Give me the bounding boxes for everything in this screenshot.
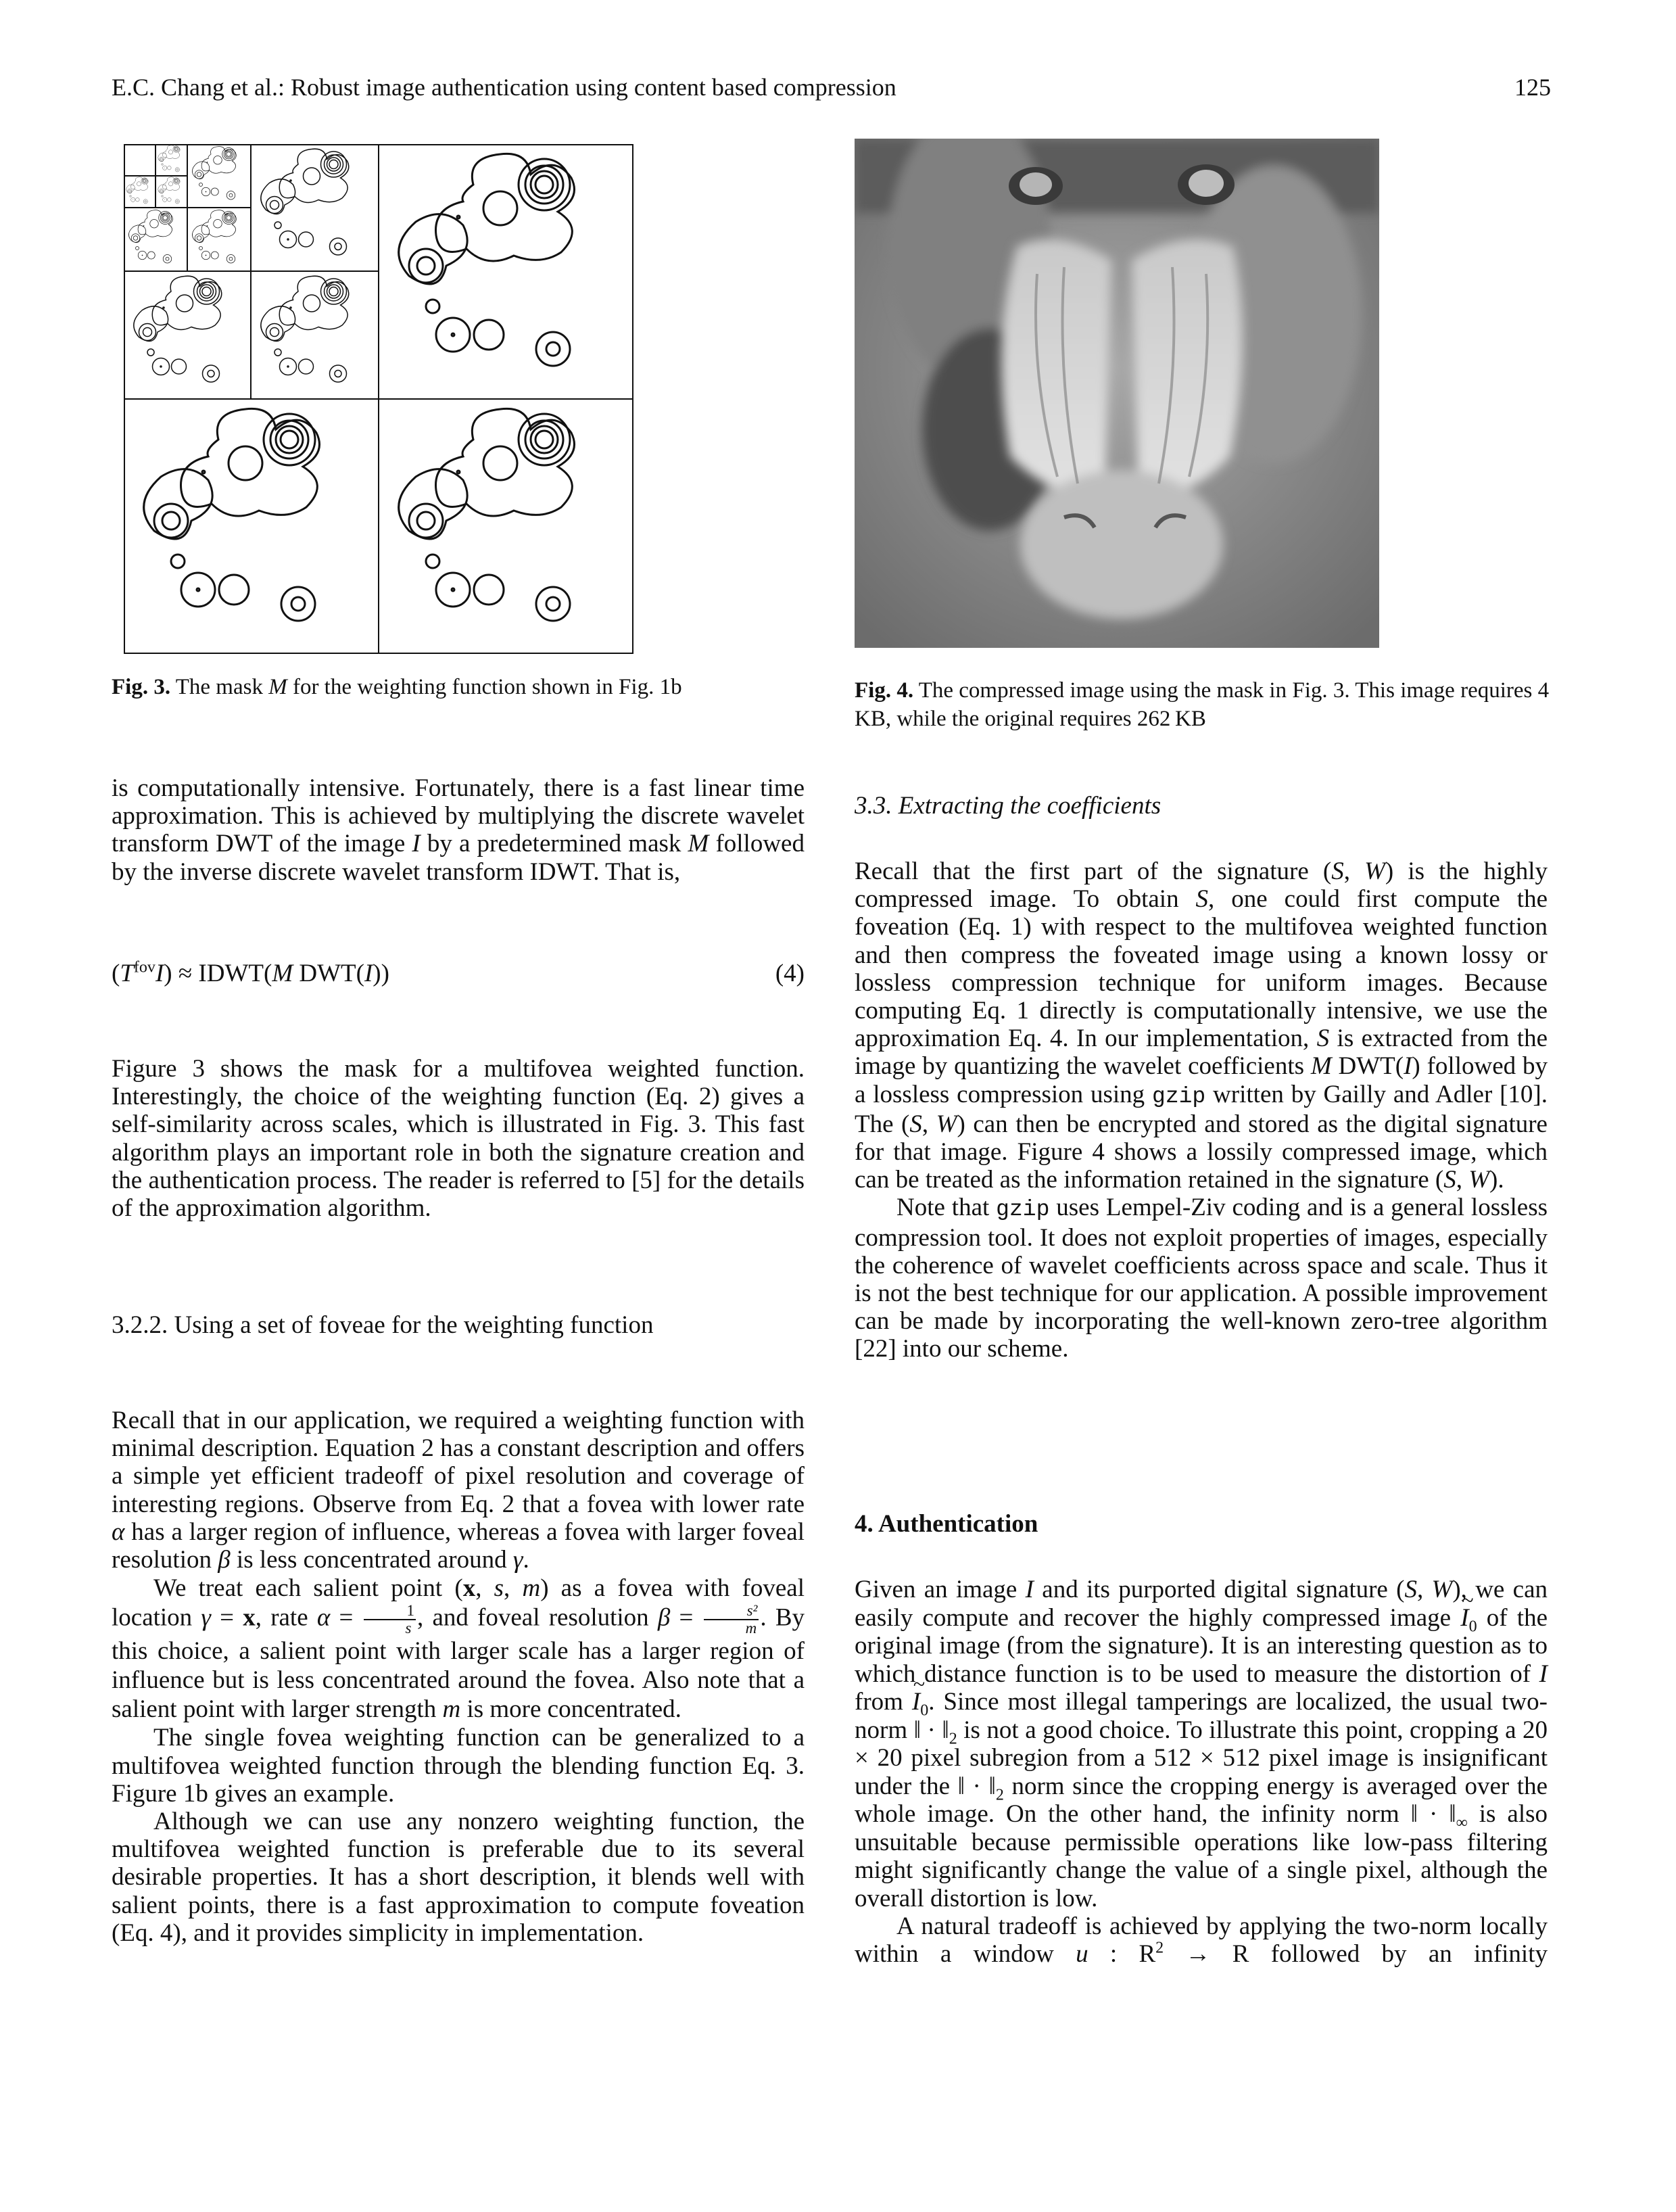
text: , [504,1574,523,1603]
fraction-s2-over-m [704,1603,759,1637]
text: is also unsuitable because permissible operations like low-pass filtering might significantly change the value of a single pixel, although the overall distortion is low. [855,1800,1548,1912]
var-I: I [412,830,421,858]
text: is extracted from the image by quantizing the wavelet coefficients [855,1025,1548,1081]
var-s: s [494,1574,504,1603]
text: norm since the cropping energy is averaged over the whole image. On the other hand, the infinity norm ‖ · ‖ [855,1772,1548,1828]
numerator: 1 [364,1603,416,1620]
subscript: 0 [1468,1617,1477,1635]
text: from [855,1688,912,1716]
var-W: W [1431,1576,1453,1603]
figure-4-compressed-image [855,139,1379,648]
left-column-body [112,1407,805,1947]
var-gamma: γ [201,1603,211,1632]
caption-text: The compressed image using the mask in Fig. 3. This image requires 4 KB, while the original requires 262 KB [855,678,1554,731]
equation-number: (4) [775,960,805,987]
var-I-tilde: ~ I [912,1688,920,1716]
subscript: 2 [995,1785,1004,1804]
text: ) ≈ IDWT( [164,960,272,987]
var-M: M [272,960,293,987]
subscript: 2 [949,1729,957,1747]
var-I: I [1404,1052,1412,1081]
var-m: m [442,1695,461,1724]
var-M: M [688,830,709,858]
fraction-1-over-s [364,1603,416,1637]
var-S: S [909,1110,922,1138]
paragraph: Although we can use any nonzero weighting function, the multifovea weighted function is preferable due to its several desirable properties. It has a short description, it blends well with salient points, there is a fast approximation to compute foveation (Eq. 4), and it provides simplicity in implementation. [112,1807,805,1947]
text: ) can then be encrypted and stored as the digital signature for that image. Figure 4 shows a lossily compressed image, which can be treated as the information retained in the signature ( [855,1110,1548,1194]
paragraph [855,1576,1548,1912]
text: ) as a fovea with foveal location [112,1574,805,1632]
var-W: W [1468,1166,1490,1194]
figure-3-caption [112,673,788,701]
var-beta: β [218,1546,231,1574]
subscript: 0 [920,1701,929,1720]
text: . By this choice, a salient point with larger scale has a larger region of influence but is less concentrated around the fovea. Also note that a salient point with larger strength [112,1603,805,1724]
text: , [1343,857,1365,885]
text: uses Lempel-Ziv coding and is a general lossless compression tool. It does not exploit properties of images, especially the coherence of wavelet coefficients across space and scale. Thus it is not the best technique for our application. A possible improvement can be made by incorporating the well-known zero-tree algorithm [22] into our scheme. [855,1194,1548,1363]
text: is computationally intensive. Fortunately, there is a fast linear time approximation. This is achieved by multiplying the discrete wavelet transform DWT of the image [112,774,805,858]
left-column-para2 [112,1055,805,1222]
var-I: I [1025,1576,1034,1603]
text: , [921,1110,936,1138]
text: by a predetermined mask [420,830,688,858]
text: Recall that the first part of the signature ( [855,857,1332,885]
right-column-authentication [855,1576,1548,1968]
text: A natural tradeoff is achieved by applying the two-norm locally within a window [855,1912,1548,1969]
text: DWT( [293,960,364,987]
text: of the original image (from the signature). It is an interesting question as to which distance function is to be used to measure the distortion of [855,1603,1548,1688]
left-column [112,774,805,886]
equation-4 [112,959,805,988]
figure-4-label: Fig. 4. [855,678,914,703]
figure-3-mask-image [124,144,633,654]
text: = [210,1603,243,1632]
text: : R [1088,1940,1156,1969]
text: DWT( [1331,1052,1404,1081]
text: has a larger region of influence, whereas a fovea with larger foveal resolution [112,1517,805,1574]
var-W: W [1364,857,1385,885]
text: ) is the highly compressed image. To obtain [855,857,1548,914]
text: is more concentrated. [460,1695,681,1724]
var-gamma: γ [512,1546,523,1574]
text: , and foveal resolution [417,1603,658,1632]
text: . Since most illegal tamperings are localized, the usual two-norm ‖ · ‖ [855,1688,1548,1744]
var-S: S [1331,857,1344,885]
text: ( [112,960,120,987]
subsection-heading-3-2-2: 3.2.2. Using a set of foveae for the weighting function [112,1311,654,1339]
var-W: W [936,1110,957,1138]
text: Recall that in our application, we required a weighting function with minimal description. Equation 2 has a constant description and offers a simple yet efficient tradeoff of pixel resolution and coverage of interesting regions. Observe from Eq. 2 that a fovea with lower rate [112,1407,805,1518]
text: , one could first compute the foveation (Eq. 1) with respect to the multifovea weighted function and then compress the foveated image using a known lossy or lossless compression technique for uniform images. Because computing Eq. 1 directly is computationally intensive, we use the approximation Eq. 4. In our implementation, [855,885,1548,1053]
text: and its purported digital signature ( [1033,1576,1405,1603]
section-heading-4: 4. Authentication [855,1510,1038,1538]
code-gzip: gzip [996,1197,1050,1223]
text: . [523,1546,529,1574]
var-S: S [1443,1166,1456,1194]
text: )) [373,960,389,987]
var-T: T [120,960,134,987]
var-u: u [1076,1940,1088,1969]
var-I: I [1539,1660,1548,1688]
text: written by Gailly and Adler [10]. The ( [855,1080,1548,1138]
text: , [475,1574,494,1603]
paragraph [855,857,1548,1194]
text: ) followed by a lossless compression using [855,1052,1548,1108]
page-number: 125 [1514,74,1551,101]
text: , rate [255,1603,317,1632]
caption-text: The mask [170,675,269,699]
var-beta: β [657,1603,671,1632]
subscript: ∞ [1456,1814,1468,1832]
text: = [330,1603,362,1632]
var-S: S [1195,885,1209,914]
var-I: I [364,960,373,987]
paragraph [112,1574,805,1724]
var-alpha: α [112,1517,125,1546]
text: , [1416,1576,1432,1603]
paragraph [112,1407,805,1574]
var-I: I [155,960,164,987]
caption-var-M: M [268,675,287,699]
running-header: E.C. Chang et al.: Robust image authentication using content based compression [112,74,896,101]
denominator: s [405,1620,412,1637]
text: Note that [896,1194,997,1222]
right-column-body [855,857,1548,1363]
paragraph [112,774,805,886]
text: is less concentrated around [230,1546,513,1574]
text: , [1456,1166,1469,1194]
text: is not a good choice. To illustrate this point, cropping a 20 × 20 pixel subregion from a 512 × 512 pixel image is insignificant under the ‖ · ‖ [855,1716,1548,1800]
var-I-tilde: ~ I [1460,1604,1468,1632]
text: ), we can easily compute and recover the highly compressed image [855,1576,1548,1632]
var-S: S [1404,1576,1417,1603]
paragraph: The single fovea weighting function can be generalized to a multifovea weighted function through the blending function Eq. 3. Figure 1b gives an example. [112,1724,805,1808]
var-alpha: α [316,1603,331,1632]
text: = [670,1603,702,1632]
var-S: S [1316,1025,1330,1053]
var-x: x [243,1603,256,1632]
text: followed by the inverse discrete wavelet transform IDWT. That is, [112,830,805,886]
text: We treat each salient point ( [153,1574,463,1603]
denominator: m [745,1620,757,1637]
text: → R followed by an infinity [1164,1940,1548,1969]
var-M: M [1310,1052,1332,1081]
superscript: fov [133,958,155,976]
paragraph: Figure 3 shows the mask for a multifovea weighted function. Interestingly, the choice of the weighting function (Eq. 2) gives a self-similarity across scales, which is illustrated in Fig. 3. This fast algorithm plays an important role in both the signature creation and the authentication process. The reader is referred to [5] for the details of the approximation algorithm. [112,1055,805,1223]
text: ). [1489,1166,1504,1194]
section-heading-3-3: 3.3. Extracting the coefficients [855,792,1162,820]
text: Given an image [855,1576,1026,1603]
superscript: 2 [1155,1939,1164,1957]
var-m: m [522,1574,541,1603]
paragraph [855,1912,1548,1968]
paragraph [855,1194,1548,1363]
caption-text: for the weighting function shown in Fig. 1b [287,675,682,699]
figure-3-label: Fig. 3. [112,675,171,699]
code-gzip: gzip [1152,1083,1206,1109]
numerator: s² [704,1603,759,1620]
var-x: x [462,1574,476,1603]
figure-4-caption [855,676,1571,733]
